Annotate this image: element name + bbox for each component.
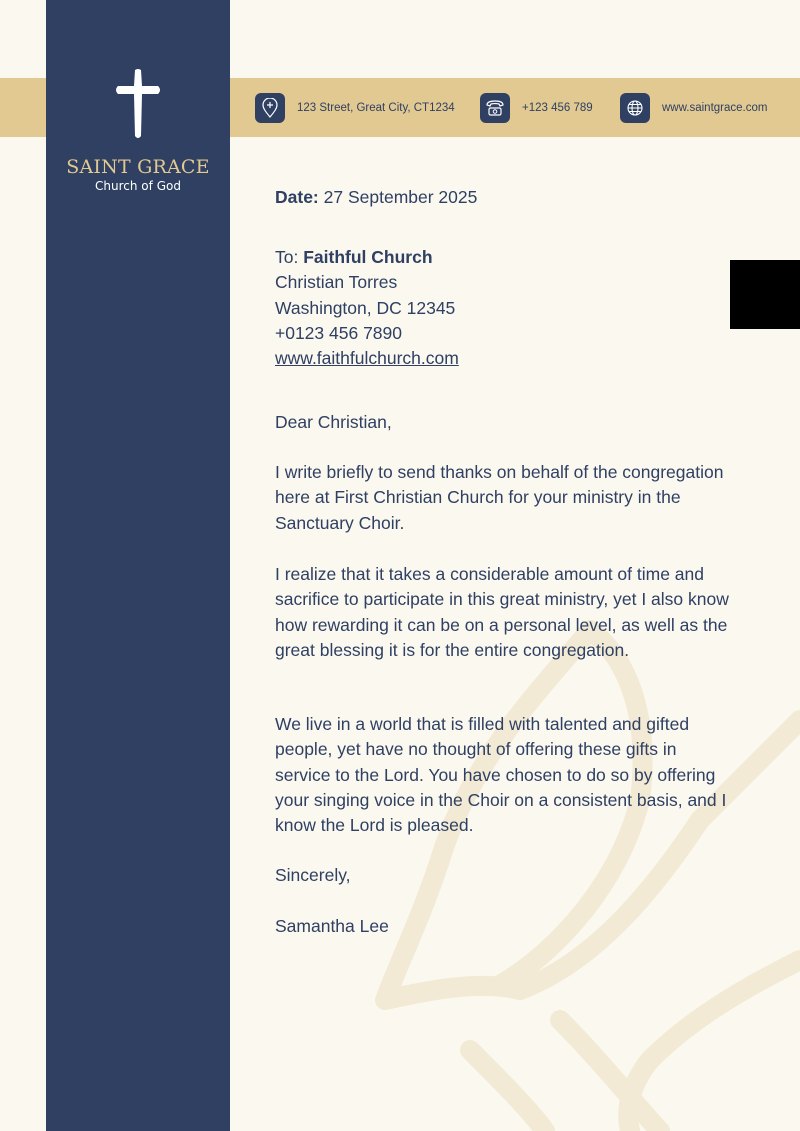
cross-icon: [114, 68, 162, 140]
recipient-website-link[interactable]: www.faithfulchurch.com: [275, 348, 459, 369]
paragraph-text: We live in a world that is filled with talented and gifted people, yet have no thought of offering these gifts in service to the Lord. You have chosen to do so by offering your singing voice in the Choir on a consistent basis, and I know the Lord is pleased.: [275, 714, 727, 836]
contact-address: [255, 93, 455, 123]
globe-icon: [620, 93, 650, 123]
letter-paragraph-3: [275, 712, 735, 838]
paragraph-text: I write briefly to send thanks on behalf of the congregation here at First Christian Church for your ministry in the Sanctuary Choir.: [275, 462, 724, 533]
letter-paragraph-1: [275, 460, 735, 536]
sidebar: [46, 0, 230, 1131]
location-pin-icon: [255, 93, 285, 123]
recipient-phone: +0123 456 7890: [275, 322, 403, 343]
date-label: Date:: [275, 187, 319, 207]
contact-website: [620, 93, 767, 123]
phone-text: +123 456 789: [522, 102, 593, 114]
telephone-icon: [480, 93, 510, 123]
closing-text: Sincerely,: [275, 865, 351, 885]
salutation-text: Dear Christian,: [275, 412, 392, 432]
date-value: 27 September 2025: [323, 187, 478, 207]
letter-salutation: [275, 410, 735, 435]
letter-date: [275, 185, 735, 210]
recipient-org: Faithful Church: [303, 247, 433, 267]
redaction-block: [730, 260, 800, 329]
brand-subtitle: Church of God: [95, 179, 181, 193]
paragraph-text: I realize that it takes a considerable amount of time and sacrifice to participate in this great ministry, yet I also know how rewarding it can be on a personal level, as well as the great blessing it is for the entire congregation.: [275, 564, 729, 660]
signature-text: Samantha Lee: [275, 916, 389, 936]
recipient-name: Christian Torres: [275, 272, 398, 293]
address-text: 123 Street, Great City, CT1234: [297, 102, 455, 114]
recipient-address: Washington, DC 12345: [275, 297, 456, 318]
letter-closing: [275, 863, 735, 888]
letter-signature: [275, 914, 735, 939]
to-label: To:: [275, 247, 299, 267]
brand-name: SAINT GRACE: [66, 156, 210, 178]
contact-phone: [480, 93, 593, 123]
website-text[interactable]: www.saintgrace.com: [662, 102, 768, 114]
recipient-block: [275, 245, 735, 371]
letter-paragraph-2: [275, 562, 735, 663]
